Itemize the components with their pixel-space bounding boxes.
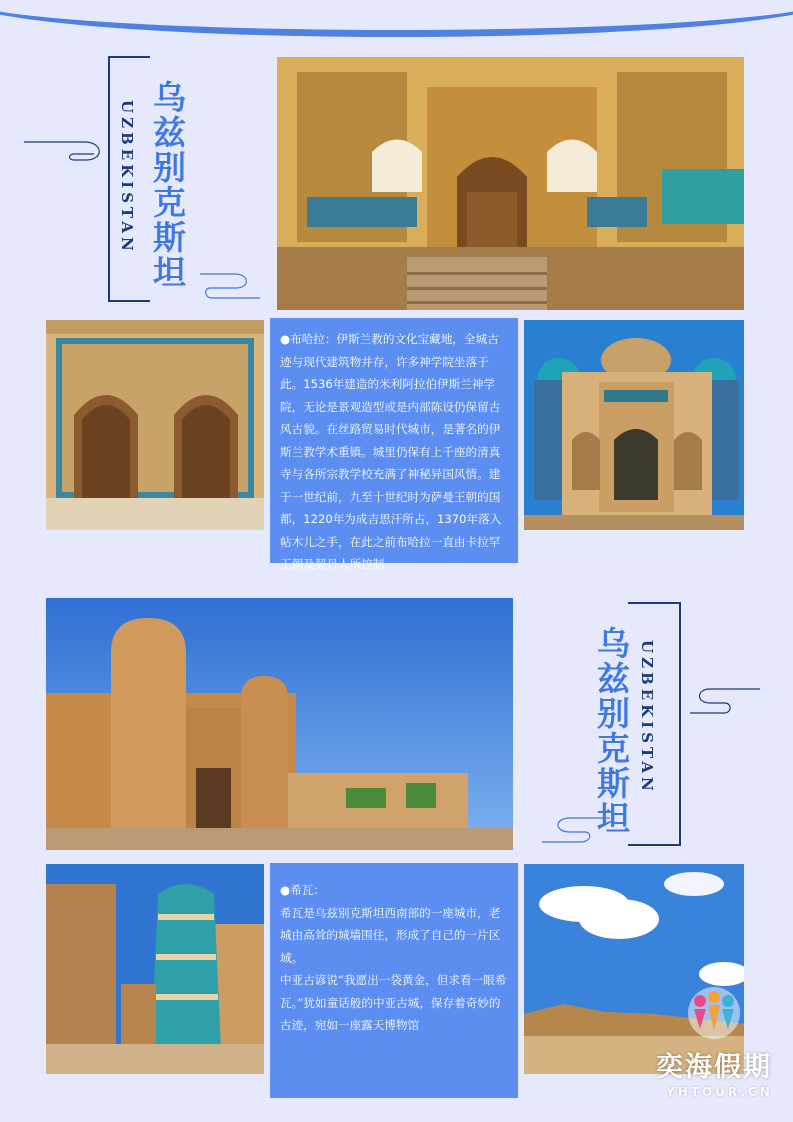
bukhara-description: ●布哈拉：伊斯兰教的文化宝藏地，全城古迹与现代建筑物并存，许多神学院坐落于此。1536年建造的米利阿拉伯伊斯兰神学院，无论是景观造型或是内部陈设仍保留古风古貌。在丝路贸易时代城市，是著名的伊斯兰教学术重镇。城里仍保有上千座的清真寺与各所宗教学校充满了神秘异国风情。建于一世纪前，九至十世纪时为萨曼王朝的国都，1220年为成吉思汗所占，1370年落入帖木儿之手，在此之前布哈拉一直由卡拉罕王朝及契丹人所控制。	[280, 332, 502, 571]
wave-ornament-right	[190, 270, 270, 304]
wave-ornament-bottom-left	[540, 812, 620, 846]
photo-madrasa	[277, 57, 744, 310]
photo-arches	[46, 320, 264, 530]
title-cn-bottom: 乌兹别克斯坦	[592, 626, 631, 836]
photo-khiva-wall	[46, 598, 513, 850]
wave-ornament-left	[24, 130, 124, 170]
title-cn-top: 乌兹别克斯坦	[148, 80, 187, 290]
yhtour-logo-icon	[686, 985, 742, 1041]
text-box-khiva	[270, 863, 518, 1098]
top-arc-decoration	[0, 0, 793, 37]
photo-fortress	[524, 864, 744, 1074]
logo-url: YHTOUR.CN	[666, 1085, 773, 1099]
title-en-top: UZBEKISTAN	[118, 100, 136, 255]
photo-mausoleum	[524, 320, 744, 530]
logo-name: 奕海假期	[656, 1052, 772, 1083]
khiva-paragraph-2: 中亚古谚说“我愿出一袋黄金，但求看一眼希瓦。”犹如童话般的中亚古城，保存着奇妙的古迹，宛如一座露天博物馆	[280, 973, 507, 1032]
title-en-bottom: UZBEKISTAN	[638, 640, 656, 795]
wave-ornament-bottom-right	[690, 685, 770, 725]
text-box-bukhara	[270, 318, 518, 571]
khiva-heading: ●希瓦：	[280, 883, 325, 897]
photo-minaret	[46, 864, 264, 1074]
khiva-paragraph-1: 希瓦是乌兹别克斯坦西南部的一座城市，老城由高耸的城墙围住，形成了自己的一片区域。	[280, 905, 501, 965]
